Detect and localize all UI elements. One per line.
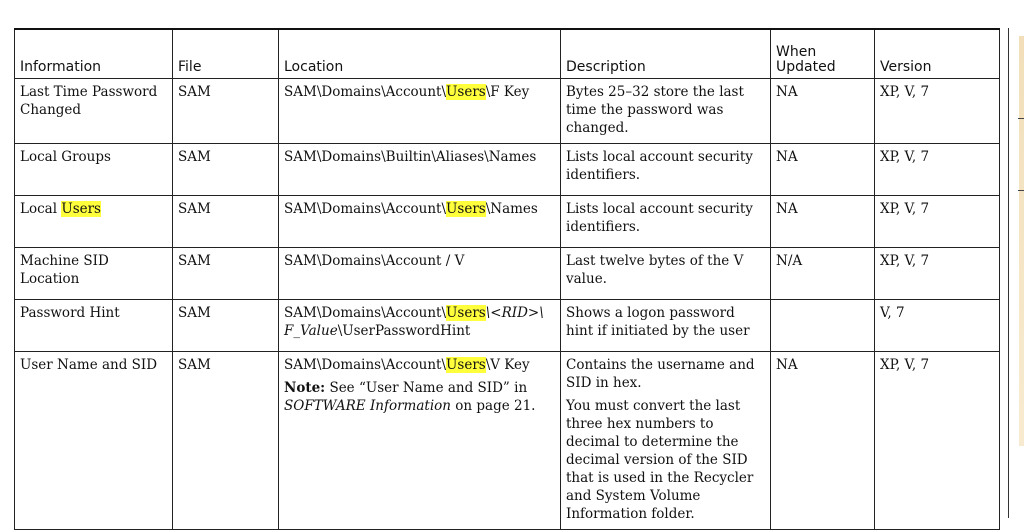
cell-information bbox=[15, 196, 173, 248]
note-reference: SOFTWARE Information bbox=[284, 398, 451, 414]
cell-location bbox=[279, 196, 561, 248]
cell-version: XP, V, 7 bbox=[875, 352, 1000, 530]
cell-file: SAM bbox=[173, 79, 279, 144]
cell-file: SAM bbox=[173, 144, 279, 196]
cell-file: SAM bbox=[173, 248, 279, 300]
cell-when-updated: N/A bbox=[771, 248, 875, 300]
table-row bbox=[15, 144, 1000, 196]
location-note bbox=[284, 379, 555, 415]
page-edge-tick bbox=[1018, 118, 1024, 119]
table-header-row bbox=[15, 29, 1000, 79]
note-text: See “User Name and SID” in bbox=[325, 380, 528, 396]
search-highlight: Users bbox=[446, 201, 486, 217]
document-page bbox=[14, 28, 1000, 530]
location-text: SAM\Domains\Account\ bbox=[284, 305, 447, 321]
search-highlight: Users bbox=[446, 84, 486, 100]
cell-when-updated: NA bbox=[771, 79, 875, 144]
table-row bbox=[15, 196, 1000, 248]
cell-location bbox=[279, 79, 561, 144]
cell-information: User Name and SID bbox=[15, 352, 173, 530]
cell-when-updated: NA bbox=[771, 144, 875, 196]
cell-version: XP, V, 7 bbox=[875, 79, 1000, 144]
location-text: \F Key bbox=[485, 84, 530, 100]
cell-location bbox=[279, 300, 561, 352]
cell-file: SAM bbox=[173, 196, 279, 248]
cell-information: Machine SID Location bbox=[15, 248, 173, 300]
cell-version: V, 7 bbox=[875, 300, 1000, 352]
header-description: Description bbox=[561, 29, 771, 79]
location-line bbox=[284, 356, 555, 374]
location-text: SAM\Domains\Account\ bbox=[284, 201, 447, 217]
header-file: File bbox=[173, 29, 279, 79]
cell-description: Last twelve bytes of the V value. bbox=[561, 248, 771, 300]
location-text: \UserPasswordHint bbox=[337, 323, 471, 339]
cell-description bbox=[561, 352, 771, 530]
cell-information: Last Time Password Changed bbox=[15, 79, 173, 144]
location-text: SAM\Domains\Account\ bbox=[284, 84, 447, 100]
description-text: Contains the username and SID in hex. bbox=[566, 357, 755, 391]
cell-description: Lists local account security identifiers. bbox=[561, 196, 771, 248]
search-highlight: Users bbox=[446, 357, 486, 373]
note-label: Note: bbox=[284, 380, 326, 396]
cell-version: XP, V, 7 bbox=[875, 144, 1000, 196]
search-highlight: Users bbox=[446, 305, 486, 321]
header-version: Version bbox=[875, 29, 1000, 79]
location-text: F_Value bbox=[284, 323, 338, 339]
cell-file: SAM bbox=[173, 300, 279, 352]
cell-information: Password Hint bbox=[15, 300, 173, 352]
table-row bbox=[15, 352, 1000, 530]
page-edge-tint bbox=[1019, 36, 1024, 446]
cell-location: SAM\Domains\Account / V bbox=[279, 248, 561, 300]
cell-description: Lists local account security identifiers. bbox=[561, 144, 771, 196]
cell-location: SAM\Domains\Builtin\Aliases\Names bbox=[279, 144, 561, 196]
cell-when-updated: NA bbox=[771, 196, 875, 248]
header-information: Information bbox=[15, 29, 173, 79]
cell-version: XP, V, 7 bbox=[875, 196, 1000, 248]
search-highlight: Users bbox=[61, 201, 101, 217]
table-row bbox=[15, 248, 1000, 300]
table-row bbox=[15, 300, 1000, 352]
page-edge-tick bbox=[1018, 190, 1024, 191]
cell-version: XP, V, 7 bbox=[875, 248, 1000, 300]
cell-location bbox=[279, 352, 561, 530]
note-text: on page 21. bbox=[450, 398, 536, 414]
cell-description: Bytes 25–32 store the last time the password was changed. bbox=[561, 79, 771, 144]
cell-file: SAM bbox=[173, 352, 279, 530]
description-text: You must convert the last three hex numbers to decimal to determine the decimal version of the SID that is used in the Recycler and System Volume Information folder. bbox=[566, 398, 754, 522]
cell-information: Local Groups bbox=[15, 144, 173, 196]
table-row bbox=[15, 79, 1000, 144]
page-edge-rule bbox=[1008, 28, 1009, 518]
location-text: \<RID>\ bbox=[485, 305, 544, 321]
registry-artifacts-table bbox=[14, 28, 1000, 530]
information-text: Local bbox=[20, 201, 62, 217]
header-when-updated: When Updated bbox=[771, 29, 875, 79]
location-text: SAM\Domains\Account\ bbox=[284, 357, 447, 373]
header-location: Location bbox=[279, 29, 561, 79]
location-text: \Names bbox=[485, 201, 538, 217]
cell-when-updated: NA bbox=[771, 352, 875, 530]
cell-description: Shows a logon password hint if initiated by the user bbox=[561, 300, 771, 352]
location-text: \V Key bbox=[485, 357, 530, 373]
cell-when-updated bbox=[771, 300, 875, 352]
